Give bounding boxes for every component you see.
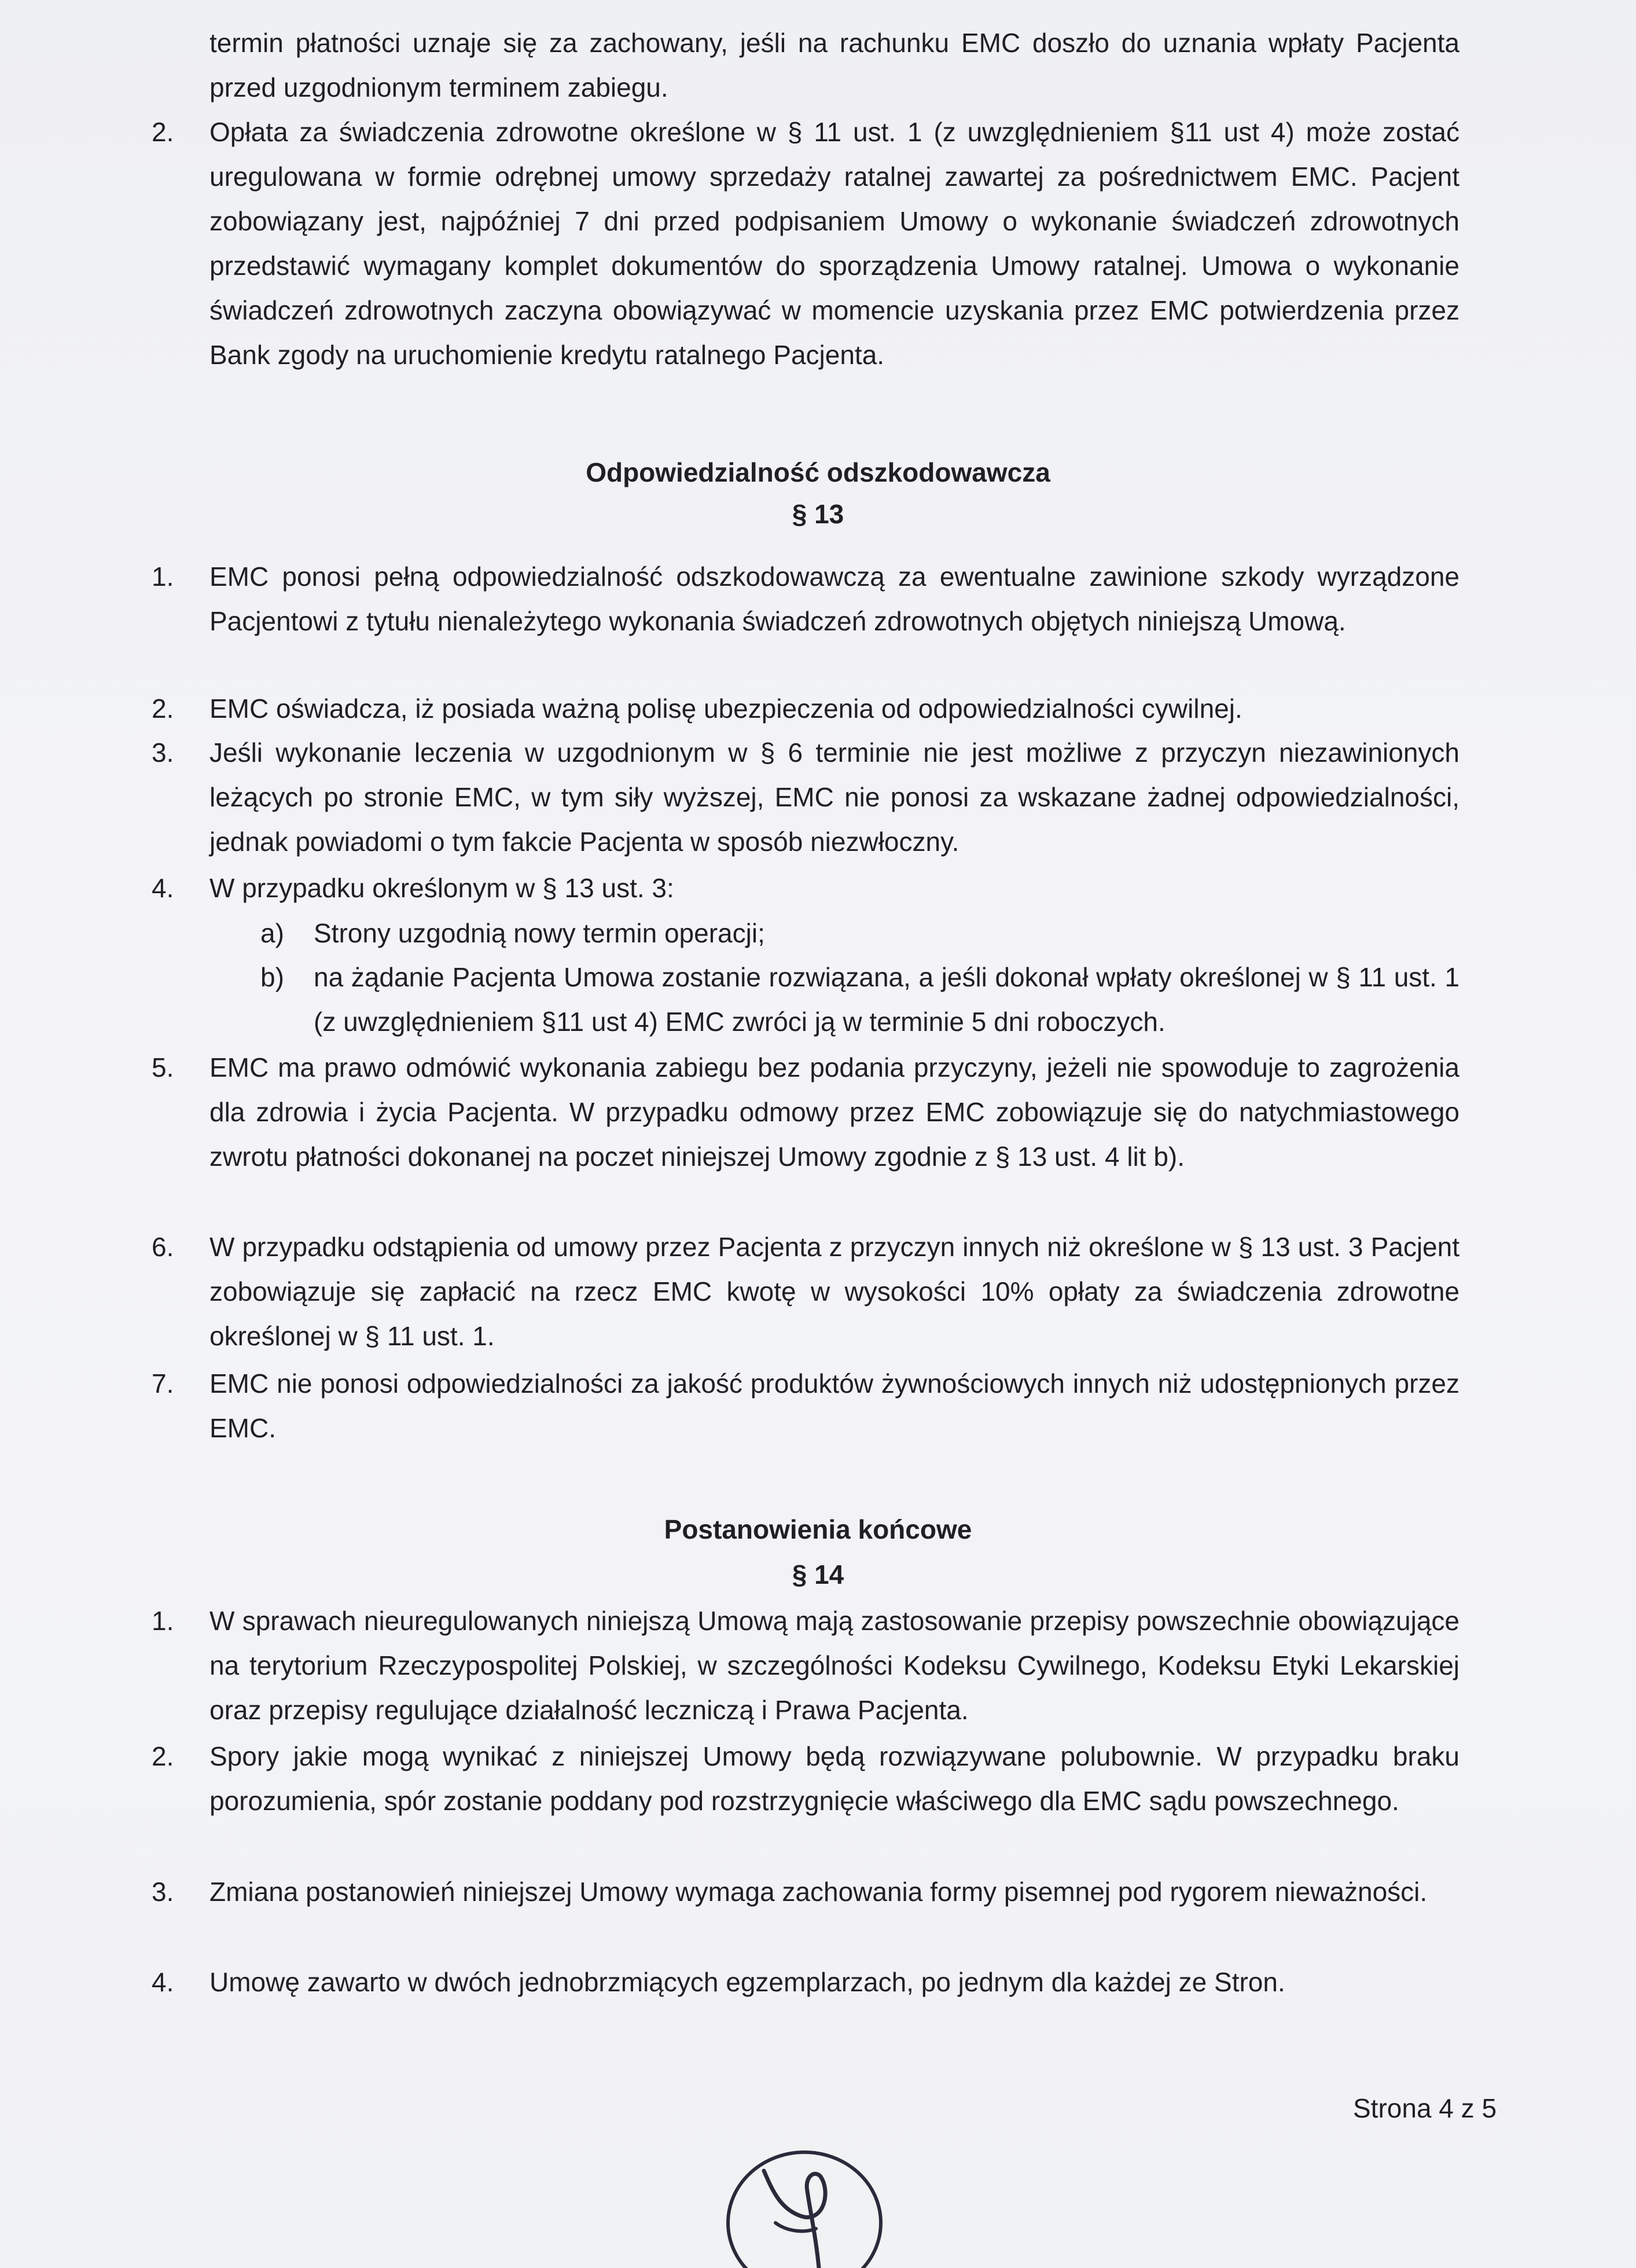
list-text: EMC nie ponosi odpowiedzialności za jakość produktów żywnościowych innych niż udostępnionych przez EMC. xyxy=(209,1368,1459,1443)
list-item xyxy=(152,1045,1459,1179)
section-paragraph-mark: § 14 xyxy=(792,1559,844,1590)
list-text: EMC oświadcza, iż posiada ważną polisę ubezpieczenia od odpowiedzialności cywilnej. xyxy=(209,693,1242,724)
sub-list-text: Strony uzgodnią nowy termin operacji; xyxy=(314,918,765,948)
continuation-paragraph: termin płatności uznaje się za zachowany, jeśli na rachunku EMC doszło do uznania wpłaty Pacjenta przed uzgodnionym terminem zabiegu. xyxy=(209,28,1459,102)
list-number: 4. xyxy=(152,1967,174,1997)
sub-list-letter: b) xyxy=(260,962,284,992)
list-item xyxy=(152,1734,1459,1823)
list-item xyxy=(152,110,1459,377)
list-number: 3. xyxy=(152,1877,174,1907)
signature-stamp xyxy=(718,2136,885,2268)
list-item xyxy=(152,1599,1459,1733)
list-item xyxy=(152,1960,1459,2005)
list-number: 7. xyxy=(152,1368,174,1399)
sub-list-item xyxy=(260,911,1459,956)
sub-list-letter: a) xyxy=(260,918,284,948)
list-number: 2. xyxy=(152,117,174,147)
list-number: 1. xyxy=(152,562,174,592)
list-number: 2. xyxy=(152,1741,174,1771)
list-item xyxy=(152,866,1459,911)
list-text: Zmiana postanowień niniejszej Umowy wymaga zachowania formy pisemnej pod rygorem nieważności. xyxy=(209,1877,1428,1907)
list-text: Umowę zawarto w dwóch jednobrzmiących egzemplarzach, po jednym dla każdej ze Stron. xyxy=(209,1967,1285,1997)
list-number: 5. xyxy=(152,1052,174,1082)
sub-list-item xyxy=(260,955,1459,1044)
list-text: W przypadku odstąpienia od umowy przez Pacjenta z przyczyn innych niż określone w § 13 ust. 3 Pacjent zobowiązuje się zapłacić na rzecz EMC kwotę w wysokości 10% opłaty za świadczenia zdrowotne określonej w § 11 ust. 1. xyxy=(209,1232,1459,1351)
sub-list-text: na żądanie Pacjenta Umowa zostanie rozwiązana, a jeśli dokonał wpłaty określonej w § 11 ust. 1 (z uwzględnieniem §11 ust 4) EMC zwróci ją w terminie 5 dni roboczych. xyxy=(314,962,1459,1037)
section-title: Postanowienia końcowe xyxy=(664,1514,972,1544)
list-item xyxy=(152,731,1459,864)
list-number: 3. xyxy=(152,737,174,768)
list-item xyxy=(152,1225,1459,1359)
list-text: EMC ponosi pełną odpowiedzialność odszkodowawczą za ewentualne zawinione szkody wyrządzone Pacjentowi z tytułu nienależytego wykonania świadczeń zdrowotnych objętych niniejszą Umową. xyxy=(209,562,1459,636)
list-item xyxy=(152,1870,1459,1914)
list-number: 6. xyxy=(152,1232,174,1262)
list-item xyxy=(152,687,1459,731)
list-text: W sprawach nieuregulowanych niniejszą Umową mają zastosowanie przepisy powszechnie obowiązujące na terytorium Rzeczypospolitej Polskiej, w szczególności Kodeksu Cywilnego, Kodeksu Etyki Lekarskiej oraz przepisy regulujące działalność leczniczą i Prawa Pacjenta. xyxy=(209,1606,1459,1725)
list-number: 2. xyxy=(152,693,174,724)
list-number: 1. xyxy=(152,1606,174,1636)
section-paragraph-mark: § 13 xyxy=(792,499,844,529)
list-text: Jeśli wykonanie leczenia w uzgodnionym w § 6 terminie nie jest możliwe z przyczyn niezawinionych leżących po stronie EMC, w tym siły wyższej, EMC nie ponosi za wskazane żadnej odpowiedzialności, jednak powiadomi o tym fakcie Pacjenta w sposób niezwłoczny. xyxy=(209,737,1459,857)
list-item xyxy=(152,555,1459,644)
list-item xyxy=(152,1361,1459,1451)
page-number: Strona 4 z 5 xyxy=(1353,2093,1497,2123)
list-text: EMC ma prawo odmówić wykonania zabiegu bez podania przyczyny, jeżeli nie spowoduje to zagrożenia dla zdrowia i życia Pacjenta. W przypadku odmowy przez EMC zobowiązuje się do natychmiastowego zwrotu płatności dokonanej na poczet niniejszej Umowy zgodnie z § 13 ust. 4 lit b). xyxy=(209,1052,1459,1172)
section-title: Odpowiedzialność odszkodowawcza xyxy=(586,457,1050,487)
list-text: Spory jakie mogą wynikać z niniejszej Umowy będą rozwiązywane polubownie. W przypadku braku porozumienia, spór zostanie poddany pod rozstrzygnięcie właściwego dla EMC sądu powszechnego. xyxy=(209,1741,1459,1816)
list-text: Opłata za świadczenia zdrowotne określone w § 11 ust. 1 (z uwzględnieniem §11 ust 4) może zostać uregulowana w formie odrębnej umowy sprzedaży ratalnej zawartej za pośrednictwem EMC. Pacjent zobowiązany jest, najpóźniej 7 dni przed podpisaniem Umowy o wykonanie świadczeń zdrowotnych przedstawić wymagany komplet dokumentów do sporządzenia Umowy ratalnej. Umowa o wykonanie świadczeń zdrowotnych zaczyna obowiązywać w momencie uzyskania przez EMC potwierdzenia przez Bank zgody na uruchomienie kredytu ratalnego Pacjenta. xyxy=(209,117,1459,370)
list-text: W przypadku określonym w § 13 ust. 3: xyxy=(209,873,674,903)
list-number: 4. xyxy=(152,873,174,903)
